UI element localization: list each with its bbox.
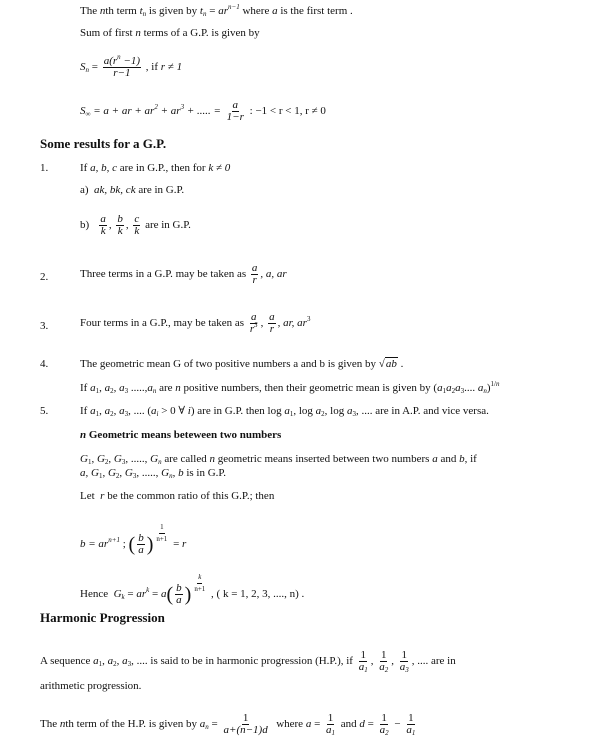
item-5-number: 5. [40,405,49,417]
gp-sum-line: Sum of first n terms of a G.P. is given by [80,27,260,39]
item-4-text: The geometric mean G of two positive numbers a and b is given by √ab . [80,358,404,370]
results-heading: Some results for a G.P. [40,136,167,151]
item-3-text: Four terms in a G.P., may be taken as $\frac{a}{r^3}$ , $\frac{a}{r}$ , ar, $ar^3$ [80,311,311,335]
item-1-number: 1. [40,162,49,174]
item-5-text: If $a_1$, $a_2$, $a_3$, .... ($a_i > 0$ ∀ i) are in G.P. then $\log a_1$, $\log a_2$, $\log a_3$, .... are in A.P. and vice versa. [80,405,489,418]
gmeans-line-2: a, $G_1$, $G_2$, $G_3$, ....., $G_n$, b is in G.P. [80,467,227,480]
item-1-text: If a, b, c are in G.P., then for k ≠ 0 [80,162,231,174]
hp-heading: Harmonic Progression [40,610,165,625]
gmeans-gk-formula: Hence $G_k = ar^k = a$( $\frac{b}{a}$ ) $^{\frac{k}{n+1}}$ , ( k = 1, 2, 3, ...., n) . [80,573,305,607]
hp-definition: A sequence $a_1$, $a_2$, $a_3$, .... is said to be in harmonic progression (H.P.), if $\frac{1}{a_1}$ , $\frac{1}{a_2}$ , $\frac{1}{a_3}$ , .... are in [40,649,456,674]
item-1a-text: a) ak, bk, ck are in G.P. [80,184,185,196]
hp-nth-term: The nth term of the H.P. is given by $a_n$ = $\frac{1}{a+(n-1)d}$ where a = $\frac{1}{a_1}$ and d = $\frac{1}{a_2}$ − $\frac{1}{a_1}$ [40,712,416,737]
item-1b-text: b) $\frac{a}{k}$ , $\frac{b}{k}$ , $\frac{c}{k}$ are in G.P. [80,213,191,237]
gmeans-b-formula: $b = ar^{n+1}$ ; ( $\frac{b}{a}$ ) $^{\frac{1}{n+1}}$ = r [80,523,187,557]
gmeans-ratio-line: Let r be the common ratio of this G.P.; then [80,490,275,502]
hp-definition-2: arithmetic progression. [40,680,142,692]
gp-sinf-formula: $S_\infty = a$ + ar + $ar^2 + ar^3$ + ..... = $\frac{a}{1-r}$ : −1 < r < 1, r ≠ 0 [80,99,326,123]
item-2-text: Three terms in a G.P. may be taken as $\frac{a}{r}$ , a, ar [80,262,287,286]
gmeans-heading: n Geometric means beteween two numbers [80,429,282,441]
item-3-number: 3. [40,320,49,332]
gp-nth-term-line: The nth term $t_n$ is given by $t_n = ar^{n-1}$ where a is the first term . [80,3,353,18]
item-4-extra: If $a_1$, $a_2$, $a_3$ $.....,a_n$ are n positive numbers, then their geometric mean is given by ($a_1a_2a_3$.... $a_n)^{1/n}$ [80,380,500,395]
gp-sn-formula: $S_n$ = $\frac{a(r^n -1)}{r-1}$ , if r ≠ 1 [80,53,183,79]
gmeans-line-1: $G_1$, $G_2$, $G_3$, ....., $G_n$ are called n geometric means inserted between two numbers a and b, if [80,453,477,466]
item-2-number: 2. [40,271,49,283]
item-4-number: 4. [40,358,49,370]
